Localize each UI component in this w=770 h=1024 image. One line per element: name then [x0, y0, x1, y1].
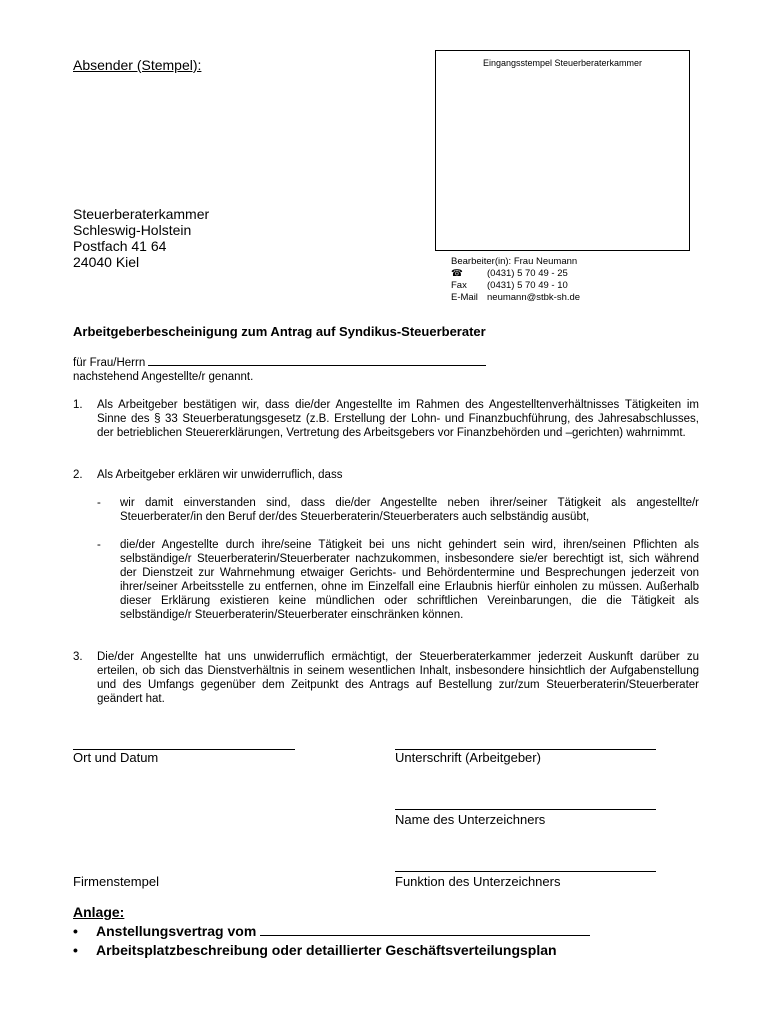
recipient-line: Schleswig-Holstein: [73, 222, 192, 238]
fax-label: Fax: [451, 280, 467, 291]
receipt-stamp-box: [435, 50, 690, 251]
attachment-item: [73, 922, 590, 941]
contact-block: [451, 256, 580, 304]
employee-name-field[interactable]: [148, 365, 486, 366]
place-date-label: Ort und Datum: [73, 750, 159, 765]
signer-name-field[interactable]: [395, 809, 656, 810]
clerk-name: Bearbeiter(in): Frau Neumann: [451, 256, 578, 267]
signer-name-label: Name des Unterzeichners: [395, 812, 546, 827]
subitem-dash: -: [97, 539, 101, 551]
stamp-title: Eingangsstempel Steuerberaterkammer: [482, 58, 643, 68]
fax-row: [451, 280, 580, 292]
document-title: Arbeitgeberbescheinigung zum Antrag auf Syndikus-Steuerberater: [73, 324, 486, 339]
item-number: 3.: [73, 651, 83, 663]
attachments-section: [73, 903, 590, 960]
signer-function-field[interactable]: [395, 871, 656, 872]
list-subitem: [97, 496, 699, 524]
email-row: [451, 292, 580, 304]
item-number: 2.: [73, 469, 83, 481]
for-note: nachstehend Angestellte/r genannt.: [73, 371, 254, 383]
subitem-text: die/der Angestellte durch ihre/seine Tätigkeit bei uns nicht gehindert sein wird, ihren/seinen Pflichten als selbständige/r Steuerberaterin/Steuerberater nachzukommen, insbesondere sie/er berechtigt ist, sich während der Dienstzeit zur Wahrnehmung etwaiger Gerichts- und Behördentermine und Besprechungen jederzeit von ihrer/seiner Arbeitsstelle zu entfernen, ohne im Einzelfall eine Erlaubnis hierfür einholen zu müssen. Außerhalb dieser Erklärung existieren keine mündlichen oder schriftlichen Vereinbarungen, die die Tätigkeit als selbständige/r Steuerberaterin/Steuerberater einschränken können.: [120, 539, 699, 621]
subitem-text: wir damit einverstanden sind, dass die/der Angestellte neben ihrer/seiner Tätigkeit als angestellte/r Steuerberater/in den Beruf der/des Steuerberaterin/Steuerberaters auch selbständig ausübt,: [120, 497, 699, 523]
recipient-line: Steuerberaterkammer: [73, 206, 210, 222]
phone-row: [451, 268, 580, 280]
item-text: Als Arbeitgeber bestätigen wir, dass die/der Angestellte im Rahmen des Angestelltenverhältnisses Tätigkeiten im Sinne des § 33 Steuerberatungsgesetz (z.B. Erstellung der Lohn- und Finanzbuchführung, des Jahresabschlusses, der betrieblichen Steuererklärungen, Vertretung des Arbeitsgebers vor Finanzbehörden und –gerichten) wahrnimmt.: [97, 399, 699, 439]
subitem-dash: -: [97, 497, 101, 509]
attachment-label: Arbeitsplatzbeschreibung oder detaillierter Geschäftsverteilungsplan: [96, 942, 557, 958]
list-item: [73, 398, 699, 440]
list-item: [73, 650, 699, 706]
sender-label: Absender (Stempel):: [73, 57, 202, 73]
telephone-icon: ☎: [451, 268, 463, 279]
list-subitem: [97, 538, 699, 622]
fax-number: (0431) 5 70 49 - 10: [487, 280, 568, 291]
recipient-line: 24040 Kiel: [73, 254, 140, 270]
recipient-line: Postfach 41 64: [73, 238, 167, 254]
item-text: Die/der Angestellte hat uns unwiderruflich ermächtigt, der Steuerberaterkammer jederzeit Auskunft darüber zu erteilen, ob sich das Dienstverhältnis in seinem wesentlichen Inhalt, insbesondere hinsichtlich der Aufgabenstellung und des Umfangs gegenüber dem Zeitpunkt des Antrags auf Bestellung zur/zum Steuerberaterin/Steuerberater geändert hat.: [97, 651, 699, 705]
attachments-title: Anlage:: [73, 904, 125, 920]
employee-line: [73, 356, 486, 384]
recipient-address: [73, 206, 209, 270]
company-stamp-label: Firmenstempel: [73, 874, 159, 889]
signer-function-label: Funktion des Unterzeichners: [395, 874, 561, 889]
phone-number: (0431) 5 70 49 - 25: [487, 268, 568, 279]
employer-signature-label: Unterschrift (Arbeitgeber): [395, 750, 541, 765]
attachment-item: [73, 941, 590, 960]
bullet-icon: •: [73, 942, 78, 958]
item-number: 1.: [73, 399, 83, 411]
email-label: E-Mail: [451, 292, 478, 303]
attachment-label: Anstellungsvertrag vom: [96, 923, 257, 939]
contract-date-field[interactable]: [260, 935, 590, 936]
list-item: [73, 468, 699, 482]
email-address: neumann@stbk-sh.de: [487, 292, 581, 303]
bullet-icon: •: [73, 923, 78, 939]
for-label: für Frau/Herrn: [73, 357, 146, 369]
item-text: Als Arbeitgeber erklären wir unwiderruflich, dass: [97, 469, 343, 481]
